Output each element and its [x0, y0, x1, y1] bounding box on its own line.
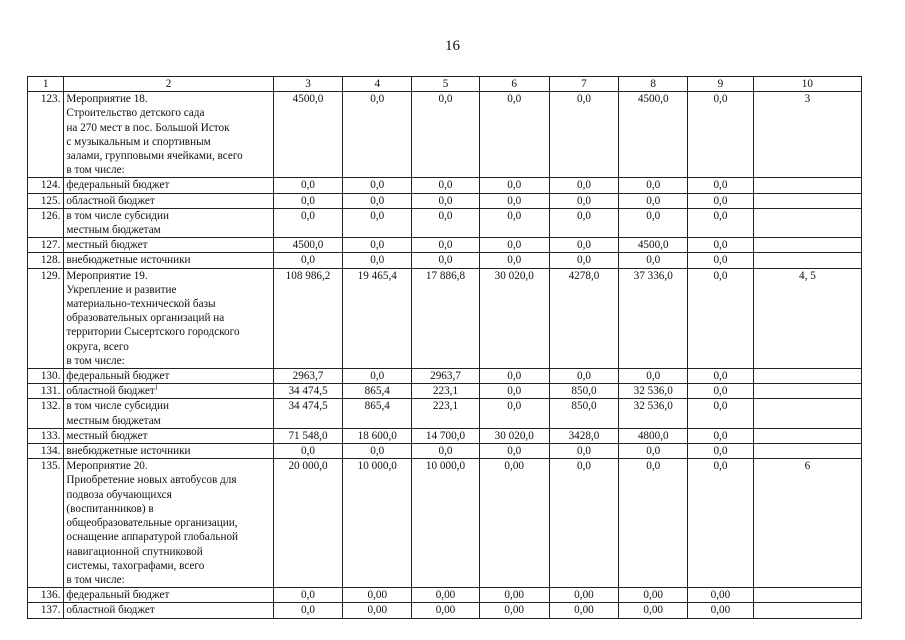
description-line: в том числе субсидии — [66, 400, 169, 413]
value-cell: 108 986,2 — [273, 268, 343, 368]
value-cell: 865,4 — [343, 399, 412, 428]
value-cell: 0,0 — [412, 92, 480, 178]
description-line: в том числе субсидии — [66, 209, 169, 222]
column-header: 6 — [479, 77, 549, 92]
description-line: Укрепление и развитие — [66, 283, 177, 296]
row-number: 129. — [28, 268, 64, 368]
description-line — [66, 384, 270, 398]
value-cell: 32 536,0 — [619, 399, 688, 428]
table-row — [28, 444, 862, 459]
value-cell: 0,0 — [688, 268, 754, 368]
value-cell: 0,0 — [343, 238, 412, 253]
description-line: местный бюджет — [66, 239, 148, 252]
table-body — [28, 77, 862, 619]
row-description — [64, 384, 273, 399]
row-number: 133. — [28, 428, 64, 443]
value-cell: 0,0 — [688, 369, 754, 384]
budget-table — [27, 76, 862, 619]
value-cell: 0,00 — [479, 459, 549, 588]
value-cell: 0,0 — [619, 178, 688, 193]
value-cell: 30 020,0 — [479, 268, 549, 368]
description-line: Мероприятие 18. — [66, 93, 148, 106]
value-cell: 0,0 — [619, 369, 688, 384]
page-number: 16 — [445, 38, 460, 54]
value-cell: 850,0 — [549, 399, 619, 428]
value-cell: 0,0 — [273, 444, 343, 459]
description-line: общеобразовательные организации, — [66, 517, 238, 530]
description-line: материально-технической базы — [66, 298, 216, 311]
value-cell: 850,0 — [549, 384, 619, 399]
value-cell: 37 336,0 — [619, 268, 688, 368]
row-number: 137. — [28, 603, 64, 618]
value-cell: 3428,0 — [549, 428, 619, 443]
value-cell: 20 000,0 — [273, 459, 343, 588]
value-cell: 0,00 — [688, 588, 754, 603]
row-description — [64, 428, 273, 443]
value-cell: 0,0 — [688, 92, 754, 178]
table-row — [28, 92, 862, 178]
row-number: 135. — [28, 459, 64, 588]
value-cell: 0,0 — [273, 603, 343, 618]
value-cell: 0,00 — [549, 588, 619, 603]
description-line: внебюджетные источники — [66, 445, 191, 458]
value-cell: 0,00 — [549, 603, 619, 618]
reference-cell: 4, 5 — [753, 268, 861, 368]
value-cell: 32 536,0 — [619, 384, 688, 399]
column-header: 5 — [412, 77, 480, 92]
row-number: 125. — [28, 193, 64, 208]
reference-cell — [753, 178, 861, 193]
value-cell: 0,0 — [688, 428, 754, 443]
description-line: внебюджетные источники — [66, 254, 191, 267]
value-cell: 2963,7 — [273, 369, 343, 384]
value-cell: 0,0 — [688, 384, 754, 399]
footnote-mark: 1 — [154, 383, 159, 392]
value-cell: 0,0 — [619, 193, 688, 208]
reference-cell: 3 — [753, 92, 861, 178]
reference-cell — [753, 193, 861, 208]
value-cell: 0,0 — [688, 178, 754, 193]
value-cell: 0,0 — [479, 369, 549, 384]
reference-cell — [753, 399, 861, 428]
value-cell: 0,0 — [412, 253, 480, 268]
value-cell: 0,0 — [688, 208, 754, 237]
description-line: в том числе: — [66, 164, 125, 177]
value-cell: 14 700,0 — [412, 428, 480, 443]
value-cell: 0,00 — [619, 603, 688, 618]
value-cell: 0,0 — [343, 178, 412, 193]
value-cell: 0,0 — [412, 238, 480, 253]
row-number: 134. — [28, 444, 64, 459]
row-number: 130. — [28, 369, 64, 384]
value-cell: 0,0 — [688, 193, 754, 208]
reference-cell — [753, 208, 861, 237]
row-number: 127. — [28, 238, 64, 253]
value-cell: 18 600,0 — [343, 428, 412, 443]
value-cell: 0,0 — [549, 369, 619, 384]
description-line: с музыкальным и спортивным — [66, 135, 211, 148]
value-cell: 71 548,0 — [273, 428, 343, 443]
row-description — [64, 459, 273, 588]
value-cell: 0,0 — [688, 253, 754, 268]
reference-cell — [753, 428, 861, 443]
value-cell: 0,0 — [688, 444, 754, 459]
value-cell: 0,0 — [619, 459, 688, 588]
description-line: местным бюджетам — [66, 224, 161, 237]
value-cell: 0,0 — [479, 399, 549, 428]
value-cell: 0,0 — [273, 178, 343, 193]
reference-cell — [753, 369, 861, 384]
value-cell: 0,0 — [343, 444, 412, 459]
value-cell: 0,0 — [412, 193, 480, 208]
row-description — [64, 603, 273, 618]
value-cell: 4278,0 — [549, 268, 619, 368]
table-row — [28, 399, 862, 428]
row-description — [64, 588, 273, 603]
description-line: округа, всего — [66, 340, 129, 353]
description-line: федеральный бюджет — [66, 370, 170, 383]
value-cell: 19 465,4 — [343, 268, 412, 368]
description-line: системы, тахографами, всего — [66, 559, 205, 572]
value-cell: 0,00 — [343, 603, 412, 618]
value-cell: 0,0 — [479, 238, 549, 253]
table-row — [28, 193, 862, 208]
value-cell: 0,0 — [273, 208, 343, 237]
row-description — [64, 444, 273, 459]
value-cell: 4500,0 — [273, 238, 343, 253]
value-cell: 0,0 — [549, 459, 619, 588]
value-cell: 34 474,5 — [273, 399, 343, 428]
value-cell: 2963,7 — [412, 369, 480, 384]
description-line: местным бюджетам — [66, 414, 161, 427]
value-cell: 0,0 — [479, 253, 549, 268]
description-line: Приобретение новых автобусов для — [66, 474, 237, 487]
value-cell: 4500,0 — [619, 92, 688, 178]
description-line: образовательных организаций на — [66, 312, 225, 325]
value-cell: 0,0 — [688, 238, 754, 253]
description-line: Мероприятие 19. — [66, 269, 148, 282]
description-line: в том числе: — [66, 573, 125, 586]
value-cell: 34 474,5 — [273, 384, 343, 399]
value-cell: 0,00 — [412, 603, 480, 618]
value-cell: 0,0 — [273, 193, 343, 208]
value-cell: 0,0 — [479, 444, 549, 459]
description-line: территории Сысертского городского — [66, 326, 240, 339]
value-cell: 0,0 — [688, 399, 754, 428]
value-cell: 0,0 — [549, 444, 619, 459]
value-cell: 223,1 — [412, 384, 480, 399]
value-cell: 223,1 — [412, 399, 480, 428]
column-header: 2 — [64, 77, 273, 92]
column-header: 3 — [273, 77, 343, 92]
value-cell: 0,00 — [343, 588, 412, 603]
value-cell: 0,0 — [549, 193, 619, 208]
value-cell: 0,00 — [479, 603, 549, 618]
table-row — [28, 253, 862, 268]
value-cell: 865,4 — [343, 384, 412, 399]
value-cell: 0,0 — [479, 208, 549, 237]
value-cell: 0,0 — [549, 178, 619, 193]
row-description — [64, 399, 273, 428]
row-number: 128. — [28, 253, 64, 268]
column-header: 8 — [619, 77, 688, 92]
column-header: 4 — [343, 77, 412, 92]
value-cell: 0,0 — [343, 253, 412, 268]
description-line: Мероприятие 20. — [66, 460, 148, 473]
row-description — [64, 268, 273, 368]
table-row — [28, 369, 862, 384]
value-cell: 0,00 — [688, 603, 754, 618]
table-row — [28, 428, 862, 443]
column-header: 1 — [28, 77, 64, 92]
value-cell: 0,0 — [549, 208, 619, 237]
row-number: 136. — [28, 588, 64, 603]
table-row — [28, 238, 862, 253]
description-line: областной бюджет — [66, 604, 155, 617]
value-cell: 4800,0 — [619, 428, 688, 443]
description-line: федеральный бюджет — [66, 179, 170, 192]
value-cell: 0,0 — [619, 444, 688, 459]
description-line: в том числе: — [66, 354, 125, 367]
description-line: залами, групповыми ячейками, всего — [66, 150, 243, 163]
reference-cell — [753, 253, 861, 268]
reference-cell — [753, 603, 861, 618]
description-line: подвоза обучающихся — [66, 488, 172, 501]
row-description — [64, 369, 273, 384]
value-cell: 0,00 — [479, 588, 549, 603]
value-cell: 0,0 — [343, 369, 412, 384]
row-description — [64, 193, 273, 208]
row-number: 123. — [28, 92, 64, 178]
value-cell: 0,0 — [412, 208, 480, 237]
description-line: оснащение аппаратурой глобальной — [66, 531, 239, 544]
table-row — [28, 208, 862, 237]
table-row — [28, 268, 862, 368]
row-description — [64, 92, 273, 178]
value-cell: 17 886,8 — [412, 268, 480, 368]
row-number: 131. — [28, 384, 64, 399]
value-cell: 0,00 — [412, 588, 480, 603]
value-cell: 0,00 — [619, 588, 688, 603]
description-text: областной бюджет — [66, 385, 155, 398]
description-line: Строительство детского сада — [66, 107, 205, 120]
value-cell: 0,0 — [273, 253, 343, 268]
description-line: местный бюджет — [66, 429, 148, 442]
value-cell: 0,0 — [479, 384, 549, 399]
row-description — [64, 253, 273, 268]
value-cell: 0,0 — [549, 238, 619, 253]
row-description — [64, 208, 273, 237]
value-cell: 0,0 — [412, 178, 480, 193]
value-cell: 0,0 — [619, 208, 688, 237]
column-header: 7 — [549, 77, 619, 92]
table-header-row — [28, 77, 862, 92]
value-cell: 10 000,0 — [412, 459, 480, 588]
description-line: областной бюджет — [66, 194, 155, 207]
table-row — [28, 384, 862, 399]
value-cell: 0,0 — [479, 92, 549, 178]
reference-cell — [753, 238, 861, 253]
description-line: федеральный бюджет — [66, 589, 170, 602]
description-line: навигационной спутниковой — [66, 545, 203, 558]
value-cell: 0,0 — [273, 588, 343, 603]
value-cell: 0,0 — [479, 178, 549, 193]
reference-cell: 6 — [753, 459, 861, 588]
value-cell: 0,0 — [343, 92, 412, 178]
value-cell: 0,0 — [688, 459, 754, 588]
value-cell: 0,0 — [343, 193, 412, 208]
table-row — [28, 178, 862, 193]
row-number: 126. — [28, 208, 64, 237]
value-cell: 4500,0 — [273, 92, 343, 178]
table-row — [28, 603, 862, 618]
row-description — [64, 238, 273, 253]
table-row — [28, 588, 862, 603]
row-number: 132. — [28, 399, 64, 428]
value-cell: 0,0 — [549, 92, 619, 178]
column-header: 10 — [753, 77, 861, 92]
column-header: 9 — [688, 77, 754, 92]
value-cell: 4500,0 — [619, 238, 688, 253]
reference-cell — [753, 444, 861, 459]
value-cell: 10 000,0 — [343, 459, 412, 588]
table-row — [28, 459, 862, 588]
value-cell: 0,0 — [479, 193, 549, 208]
value-cell: 0,0 — [619, 253, 688, 268]
description-line: (воспитанников) в — [66, 502, 154, 515]
row-description — [64, 178, 273, 193]
description-line: на 270 мест в пос. Большой Исток — [66, 121, 230, 134]
value-cell: 0,0 — [549, 253, 619, 268]
value-cell: 0,0 — [412, 444, 480, 459]
value-cell: 30 020,0 — [479, 428, 549, 443]
reference-cell — [753, 384, 861, 399]
value-cell: 0,0 — [343, 208, 412, 237]
row-number: 124. — [28, 178, 64, 193]
reference-cell — [753, 588, 861, 603]
